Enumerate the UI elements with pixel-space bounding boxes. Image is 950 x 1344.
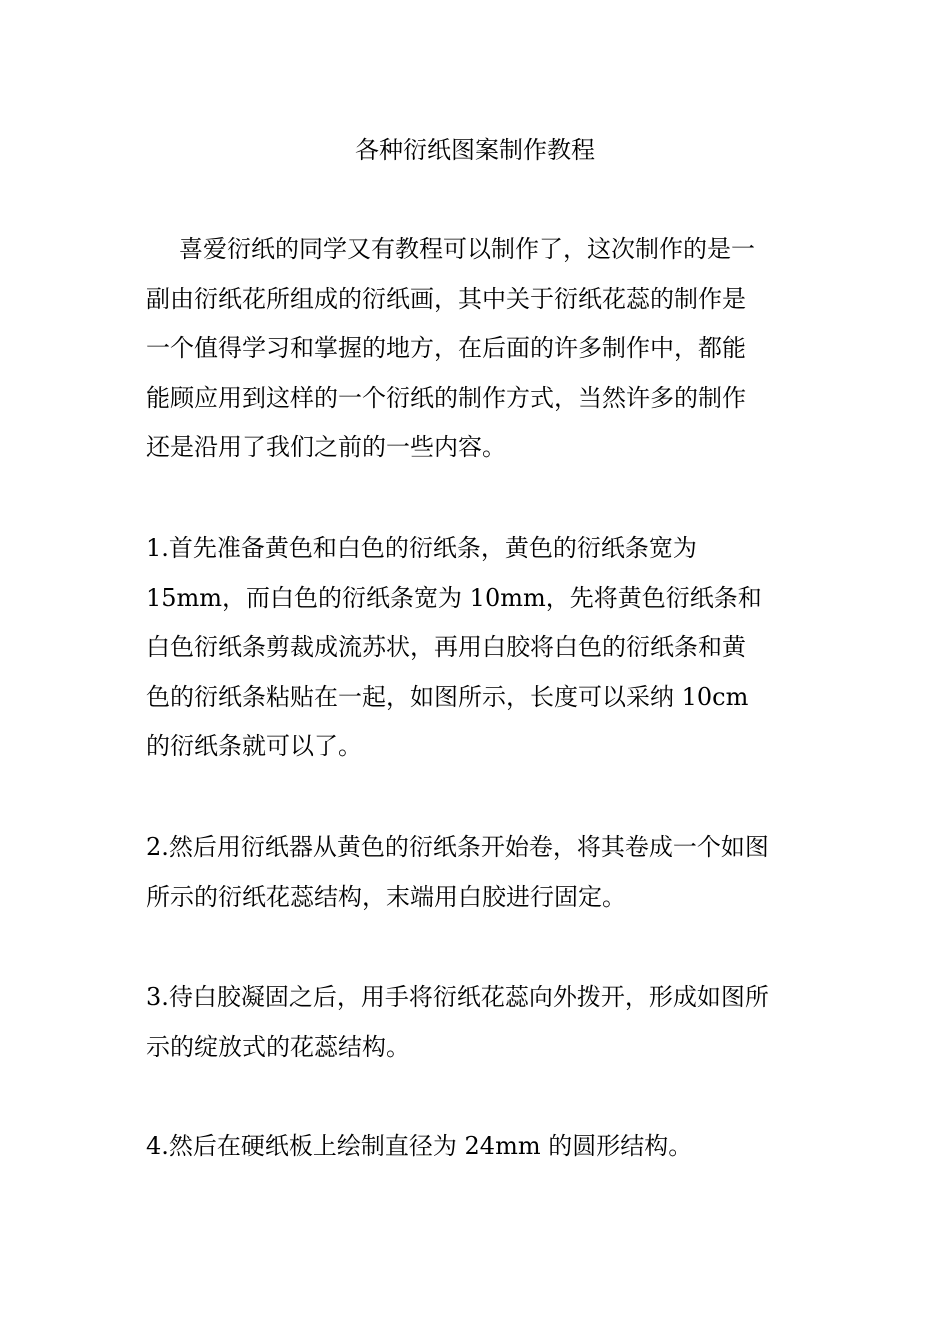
text-line: 15mm，而白色的衍纸条宽为 10mm，先将黄色衍纸条和 xyxy=(146,583,762,612)
text-line: 一个值得学习和掌握的地方，在后面的许多制作中，都能 xyxy=(146,334,746,362)
text-line: 2.然后用衍纸器从黄色的衍纸条开始卷，将其卷成一个如图 xyxy=(146,833,769,861)
step-4-paragraph xyxy=(146,1122,816,1172)
text-line: 副由衍纸花所组成的衍纸画，其中关于衍纸花蕊的制作是 xyxy=(146,284,746,313)
text-line: 白色衍纸条剪裁成流苏状，再用白胶将白色的衍纸条和黄 xyxy=(146,633,746,661)
text-line: 所示的衍纸花蕊结构，末端用白胶进行固定。 xyxy=(146,882,626,911)
step-2-paragraph xyxy=(146,823,816,922)
text-line: 喜爱衍纸的同学又有教程可以制作了，这次制作的是一 xyxy=(179,235,755,263)
text-line: 1.首先准备黄色和白色的衍纸条，黄色的衍纸条宽为 xyxy=(146,534,697,562)
text-line: 能顾应用到这样的一个衍纸的制作方式，当然许多的制作 xyxy=(146,383,746,412)
text-line: 色的衍纸条粘贴在一起，如图所示，长度可以采纳 10cm xyxy=(146,682,749,711)
text-line: 3.待白胶凝固之后，用手将衍纸花蕊向外拨开，形成如图所 xyxy=(146,983,769,1011)
text-line: 示的绽放式的花蕊结构。 xyxy=(146,1032,410,1061)
text-line: 4.然后在硬纸板上绘制直径为 24mm 的圆形结构。 xyxy=(146,1132,693,1160)
text-line: 还是沿用了我们之前的一些内容。 xyxy=(146,433,506,461)
text-line: 的衍纸条就可以了。 xyxy=(146,732,362,760)
step-1-paragraph xyxy=(146,524,816,772)
step-3-paragraph xyxy=(146,973,816,1072)
intro-paragraph xyxy=(146,225,816,473)
document-title: 各种衍纸图案制作教程 xyxy=(355,136,595,164)
